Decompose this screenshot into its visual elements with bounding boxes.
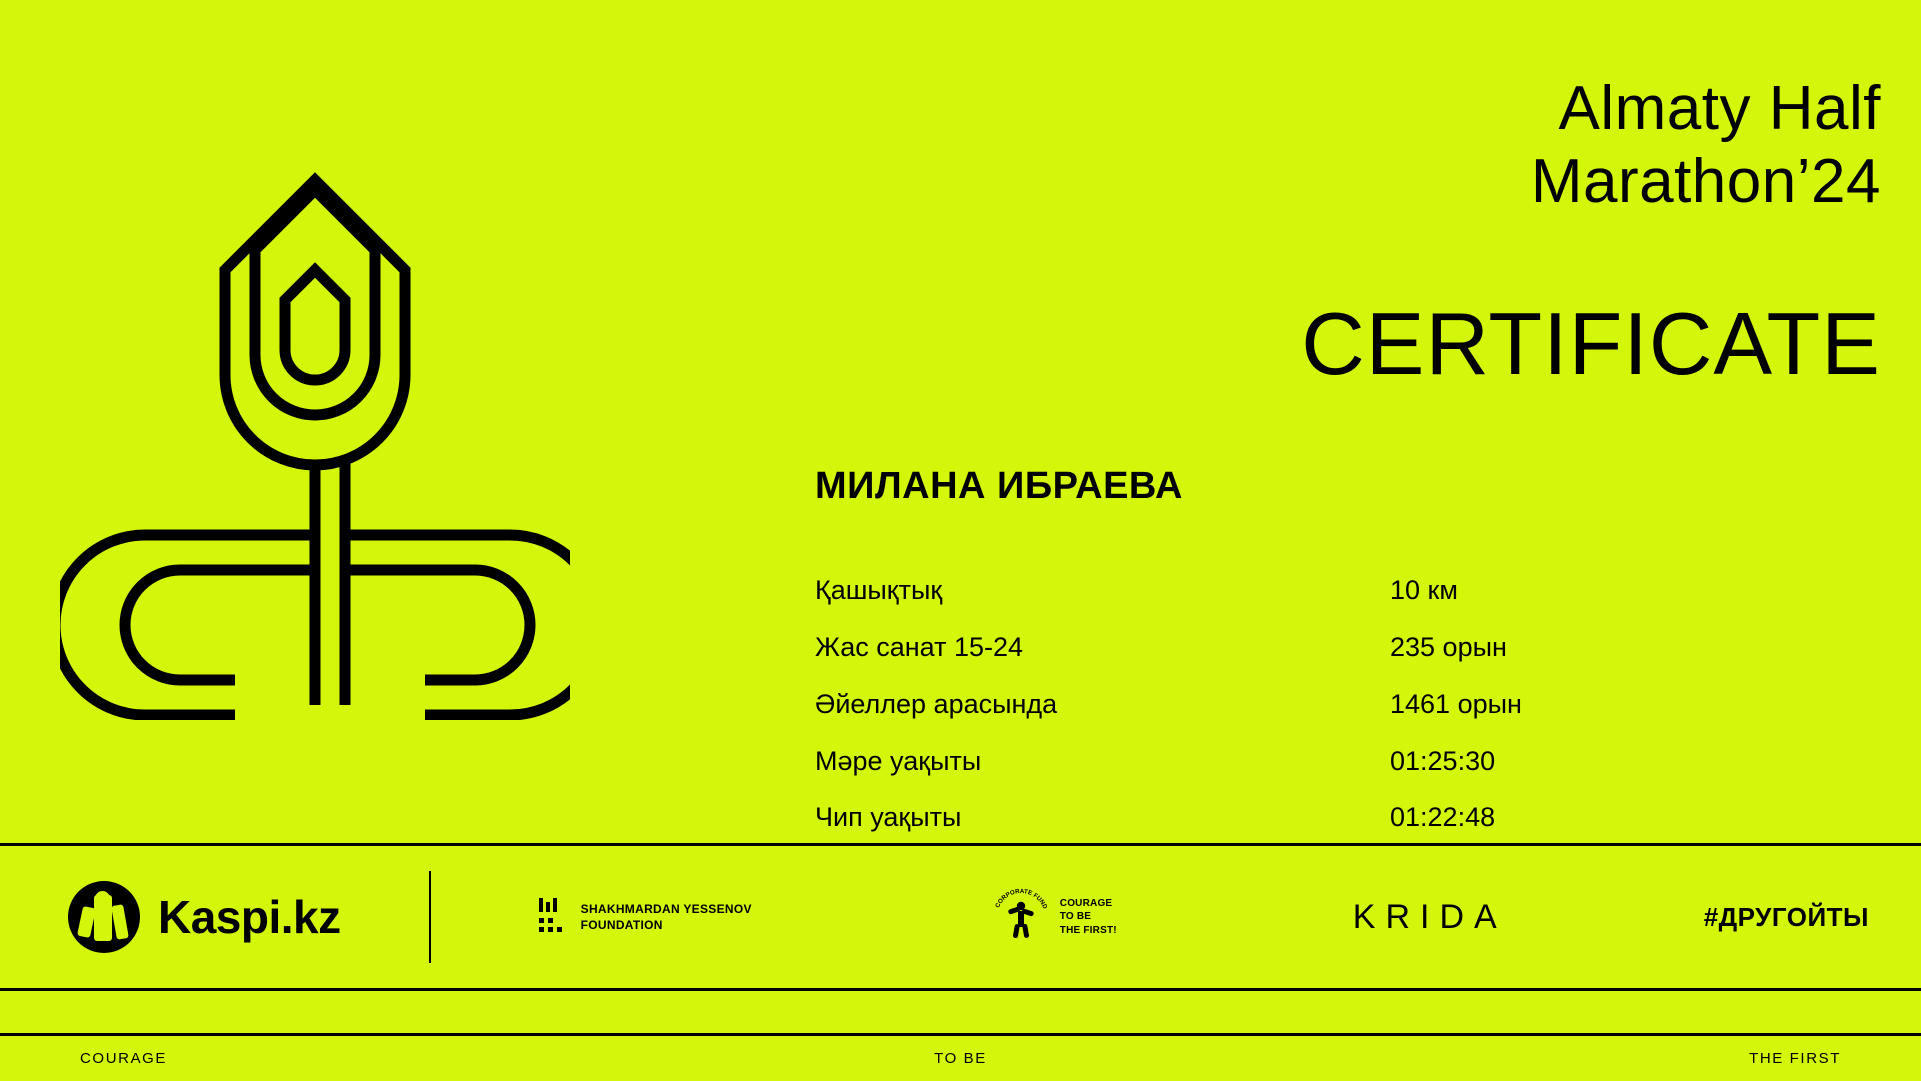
result-label: Әйеллер арасында: [815, 688, 1058, 719]
certificate-text-column: [800, 0, 1921, 843]
sponsor-drugoyty: #ДРУГОЙТЫ: [1703, 901, 1869, 932]
sponsor-kaspi: [68, 881, 341, 953]
corporate-fund-line1: COURAGE: [1059, 897, 1113, 909]
table-row: [815, 684, 1881, 726]
slogan-strip: [0, 1033, 1921, 1081]
table-row: [815, 570, 1881, 612]
result-label: Қашықтық: [815, 575, 943, 605]
kaspi-wordmark: Kaspi.kz: [158, 891, 341, 943]
corporate-fund-line2: TO BE: [1059, 911, 1092, 923]
sponsor-yessenov: [539, 898, 752, 936]
result-value: 235 орын: [1390, 631, 1507, 662]
result-value: 10 км: [1390, 575, 1458, 605]
svg-text:CORPORATE FUND: CORPORATE FUND: [993, 888, 1049, 911]
sponsor-corporate-fund: [992, 888, 1117, 946]
event-title: [1531, 72, 1881, 218]
result-label: Жас санат 15-24: [815, 631, 1024, 662]
slogan-left: COURAGE: [80, 1050, 168, 1067]
slogan-middle: TO BE: [934, 1050, 987, 1067]
corporate-fund-wordmark: [1060, 897, 1117, 938]
result-value: 1461 орын: [1390, 688, 1522, 719]
sponsor-krida: KRIDA: [1352, 897, 1507, 936]
tulip-emblem-icon: [60, 160, 570, 720]
sponsor-divider: [429, 871, 431, 963]
results-table: [815, 570, 1881, 854]
athlete-name: МИЛАНА ИБРАЕВА: [815, 465, 1183, 507]
document-type-heading: CERTIFICATE: [1301, 294, 1881, 393]
event-title-line1: Almaty Half: [1558, 74, 1881, 143]
result-label: Чип уақыты: [815, 802, 962, 833]
yessenov-logo-icon: [539, 898, 569, 936]
table-row: [815, 797, 1881, 839]
yessenov-line2: FOUNDATION: [580, 918, 663, 932]
kaspi-logo-icon: [68, 881, 140, 953]
corporate-fund-line3: THE FIRST!: [1059, 924, 1117, 936]
strip-gap: [0, 991, 1921, 1033]
table-row: [815, 741, 1881, 783]
result-value: 01:22:48: [1390, 802, 1496, 833]
result-value: 01:25:30: [1390, 745, 1496, 776]
yessenov-line1: SHAKHMARDAN YESSENOV: [580, 901, 752, 916]
yessenov-wordmark: [581, 901, 752, 933]
sponsor-strip: [0, 843, 1921, 991]
slogan-right: THE FIRST: [1749, 1050, 1841, 1067]
corporate-fund-logo-icon: [992, 888, 1050, 946]
table-row: [815, 627, 1881, 669]
event-title-line2: Marathon’24: [1530, 147, 1881, 217]
result-label: Мәре уақыты: [815, 745, 982, 776]
